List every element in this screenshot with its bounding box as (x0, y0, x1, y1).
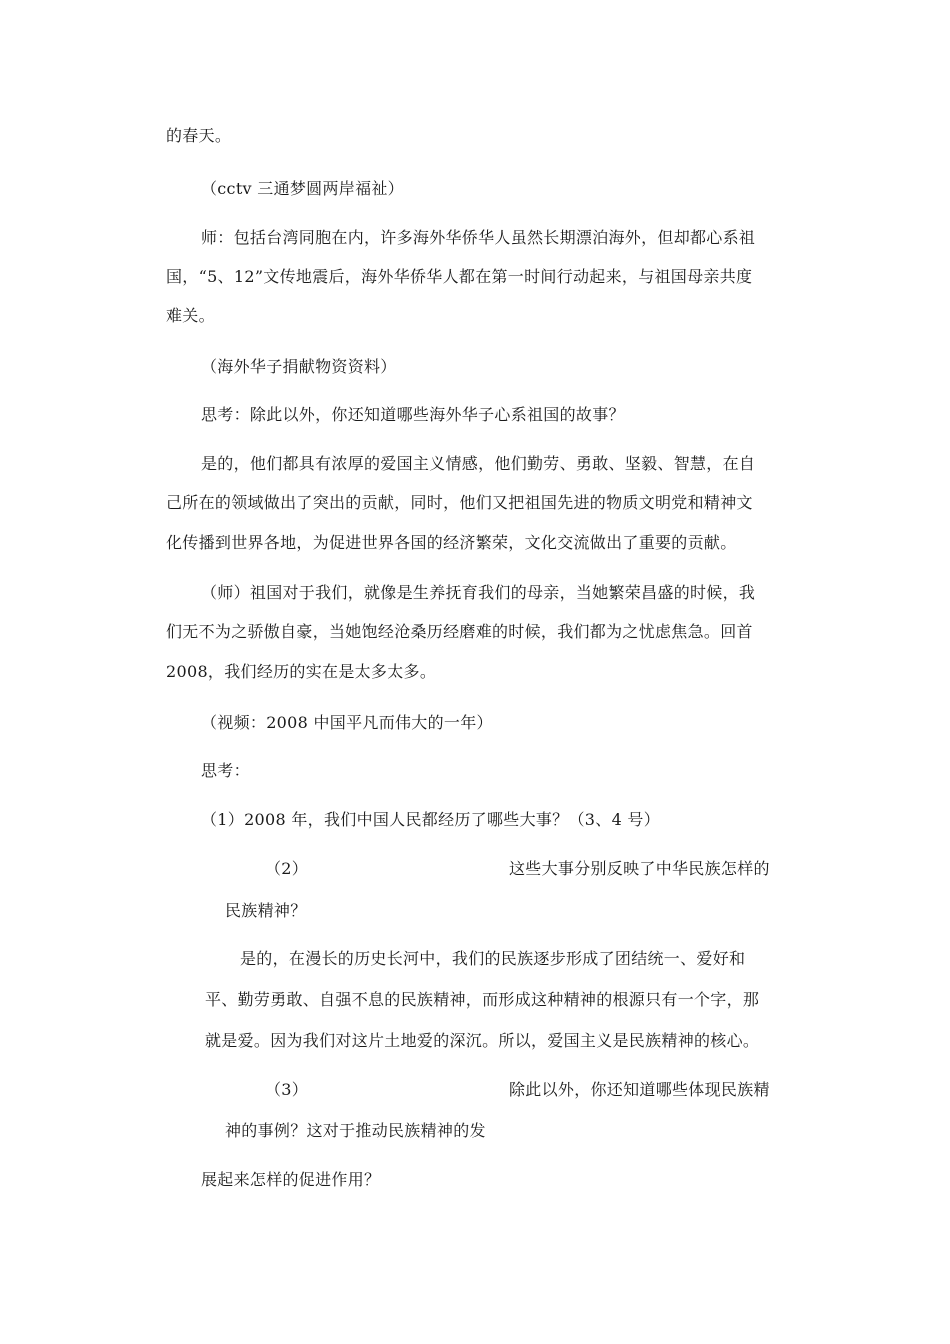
text-line: 平、勤劳勇敢、自强不息的民族精神，而形成这种精神的根源只有一个字，那 (205, 990, 760, 1009)
text-line: 是的，在漫长的历史长河中，我们的民族逐步形成了团结统一、爱好和 (240, 949, 746, 968)
text-line: （海外华子捐献物资资料） (201, 357, 397, 376)
text-line: 的春天。 (166, 126, 232, 145)
text-line: 民族精神？ (225, 901, 307, 920)
text-line: （师）祖国对于我们，就像是生养抚育我们的母亲，当她繁荣昌盛的时候，我 (201, 583, 756, 602)
text-line: 思考： (201, 761, 250, 780)
text-line: 化传播到世界各地，为促进世界各国的经济繁荣，文化交流做出了重要的贡献。 (166, 533, 737, 552)
text-line: 们无不为之骄傲自豪，当她饱经沧桑历经磨难的时候，我们都为之忧虑焦急。回首 (166, 622, 753, 641)
text-line: 展起来怎样的促进作用？ (201, 1170, 381, 1189)
text-line: 是的，他们都具有浓厚的爱国主义情感，他们勤劳、勇敢、坚毅、智慧，在自 (201, 454, 756, 473)
text-line: 神的事例？这对于推动民族精神的发 (225, 1121, 486, 1140)
text-line: 2008，我们经历的实在是太多太多。 (166, 662, 437, 681)
text-line: 思考：除此以外，你还知道哪些海外华子心系祖国的故事？ (201, 405, 625, 424)
text-line: 就是爱。因为我们对这片土地爱的深沉。所以，爱国主义是民族精神的核心。 (205, 1031, 760, 1050)
text-line: 己所在的领域做出了突出的贡献，同时，他们又把祖国先进的物质文明党和精神文 (166, 493, 753, 512)
text-line: 除此以外，你还知道哪些体现民族精 (509, 1080, 770, 1099)
text-line: （1）2008 年，我们中国人民都经历了哪些大事？（3、4 号） (201, 810, 661, 829)
text-line: 这些大事分别反映了中华民族怎样的 (509, 859, 770, 878)
text-line: （cctv 三通梦圆两岸福祉） (201, 179, 404, 198)
text-line: （2） (265, 859, 309, 878)
text-line: 师：包括台湾同胞在内，许多海外华侨华人虽然长期漂泊海外，但却都心系祖 (201, 228, 756, 247)
text-line: （3） (265, 1080, 309, 1099)
text-line: 国，“5、12”文传地震后，海外华侨华人都在第一时间行动起来，与祖国母亲共度 (166, 267, 753, 286)
text-line: 难关。 (166, 306, 215, 325)
text-line: （视频：2008 中国平凡而伟大的一年） (201, 713, 493, 732)
